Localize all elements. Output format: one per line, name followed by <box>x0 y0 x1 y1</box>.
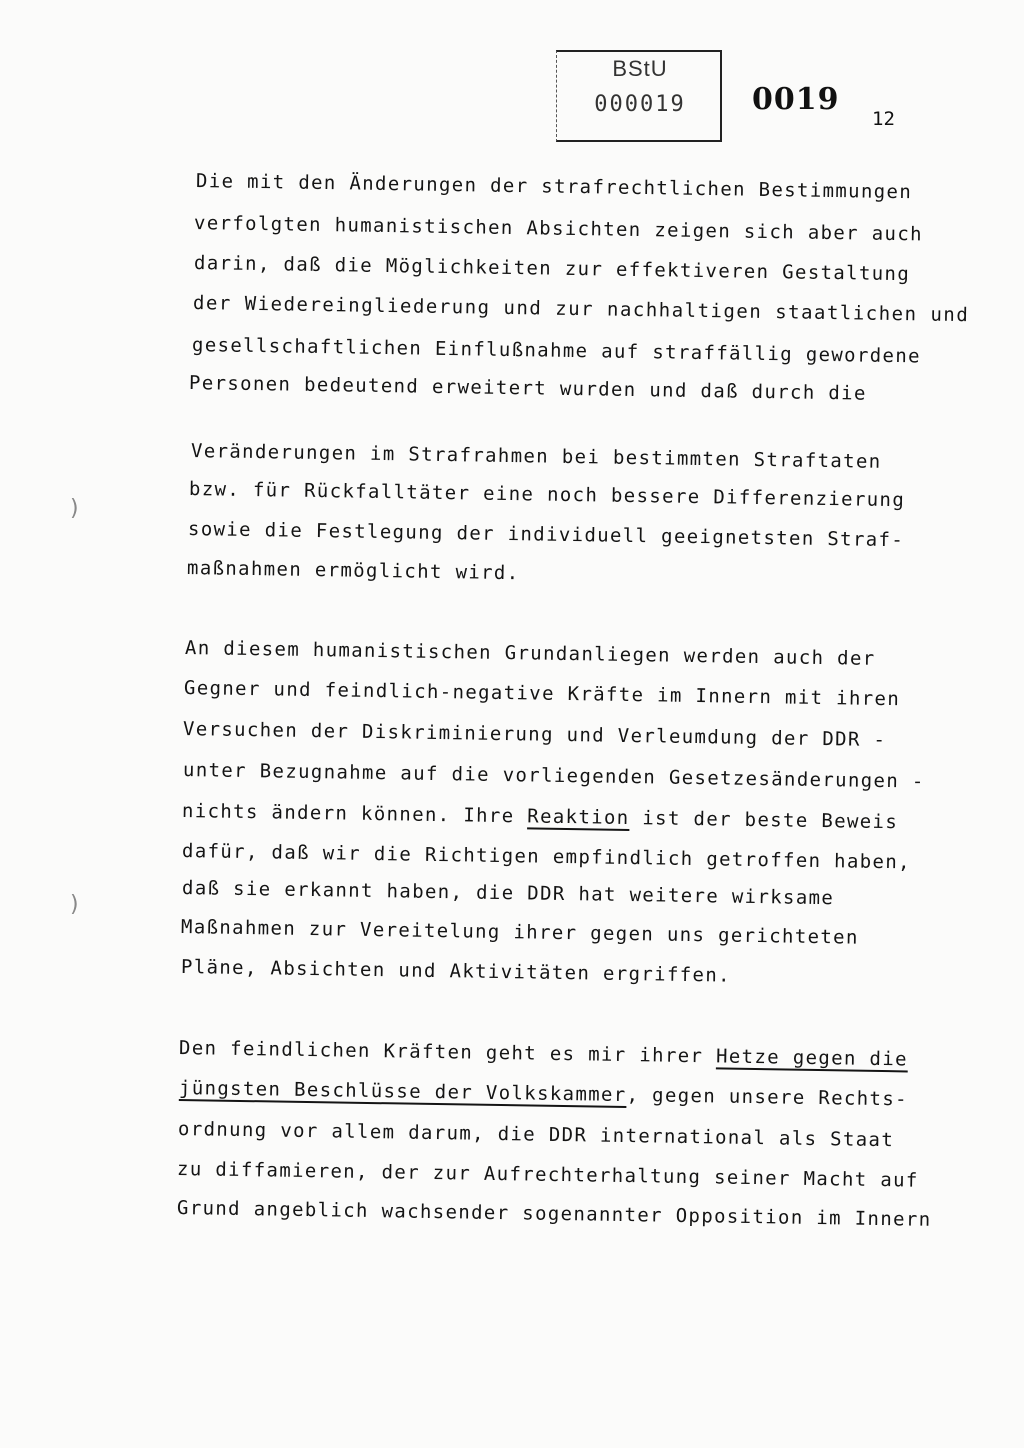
text-line: bzw. für Rückfalltäter eine noch bessere Differenzierung <box>188 478 906 512</box>
text-line: Personen bedeutend erweitert wurden und daß durch die <box>188 372 867 405</box>
text-line: An diesem humanistischen Grundanliegen werden auch der <box>184 637 876 670</box>
page-number: 12 <box>872 108 895 130</box>
text-line <box>182 800 898 833</box>
text-line: gesellschaftlichen Einflußnahme auf straffällig gewordene <box>191 334 922 368</box>
bstu-stamp <box>556 50 722 142</box>
underlined-phrase: Hetze gegen die <box>715 1045 909 1071</box>
text-line: maßnahmen ermöglicht wird. <box>186 557 520 585</box>
text-line: sowie die Festlegung der individuell geeignetsten Straf- <box>187 518 905 552</box>
text-line: Die mit den Änderungen der strafrechtlichen Bestimmungen <box>195 170 913 204</box>
text-segment: ist der beste Beweis <box>629 807 899 834</box>
text-line: Maßnahmen zur Vereitelung ihrer gegen uns gerichteten <box>180 916 859 949</box>
text-line: Versuchen der Diskriminierung und Verleumdung der DDR - <box>182 718 887 752</box>
text-line: zu diffamieren, der zur Aufrechterhaltung seiner Macht auf <box>176 1158 919 1192</box>
text-line: darin, daß die Möglichkeiten zur effektiveren Gestaltung <box>193 252 911 286</box>
underlined-word-reaktion: Reaktion <box>527 805 630 830</box>
text-line <box>179 1037 908 1070</box>
text-line: verfolgten humanistischen Absichten zeigen sich aber auch <box>193 212 924 246</box>
text-segment: Den feindlichen Kräften geht es mir ihrer <box>178 1037 717 1068</box>
archive-number: 0019 <box>752 82 840 117</box>
underlined-phrase: jüngsten Beschlüsse der Volkskammer <box>178 1077 627 1107</box>
text-line: dafür, daß wir die Richtigen empfindlich getroffen haben, <box>181 840 912 874</box>
stamp-title: BStU <box>612 56 668 81</box>
text-line: der Wiedereingliederung und zur nachhaltigen staatlichen und <box>192 292 970 327</box>
text-line: Pläne, Absichten und Aktivitäten ergriffen. <box>180 956 732 987</box>
text-line: Grund angeblich wachsender sogenannter Opposition im Innern <box>176 1197 932 1231</box>
text-line: Gegner und feindlich-negative Kräfte im Innern mit ihren <box>183 677 901 711</box>
text-line: ordnung vor allem darum, die DDR international als Staat <box>177 1118 895 1152</box>
text-line <box>179 1077 908 1110</box>
margin-mark: ) <box>70 892 79 917</box>
text-line: Veränderungen im Strafrahmen bei bestimmten Straftaten <box>190 440 882 473</box>
text-line: unter Bezugnahme auf die vorliegenden Gesetzesänderungen - <box>182 759 925 793</box>
text-segment: , gegen unsere Rechts- <box>626 1084 909 1111</box>
margin-mark: ) <box>70 496 79 521</box>
text-line: daß sie erkannt haben, die DDR hat weitere wirksame <box>181 877 835 910</box>
text-segment: nichts ändern können. Ihre <box>181 800 528 828</box>
stamp-number: 000019 <box>594 92 686 117</box>
